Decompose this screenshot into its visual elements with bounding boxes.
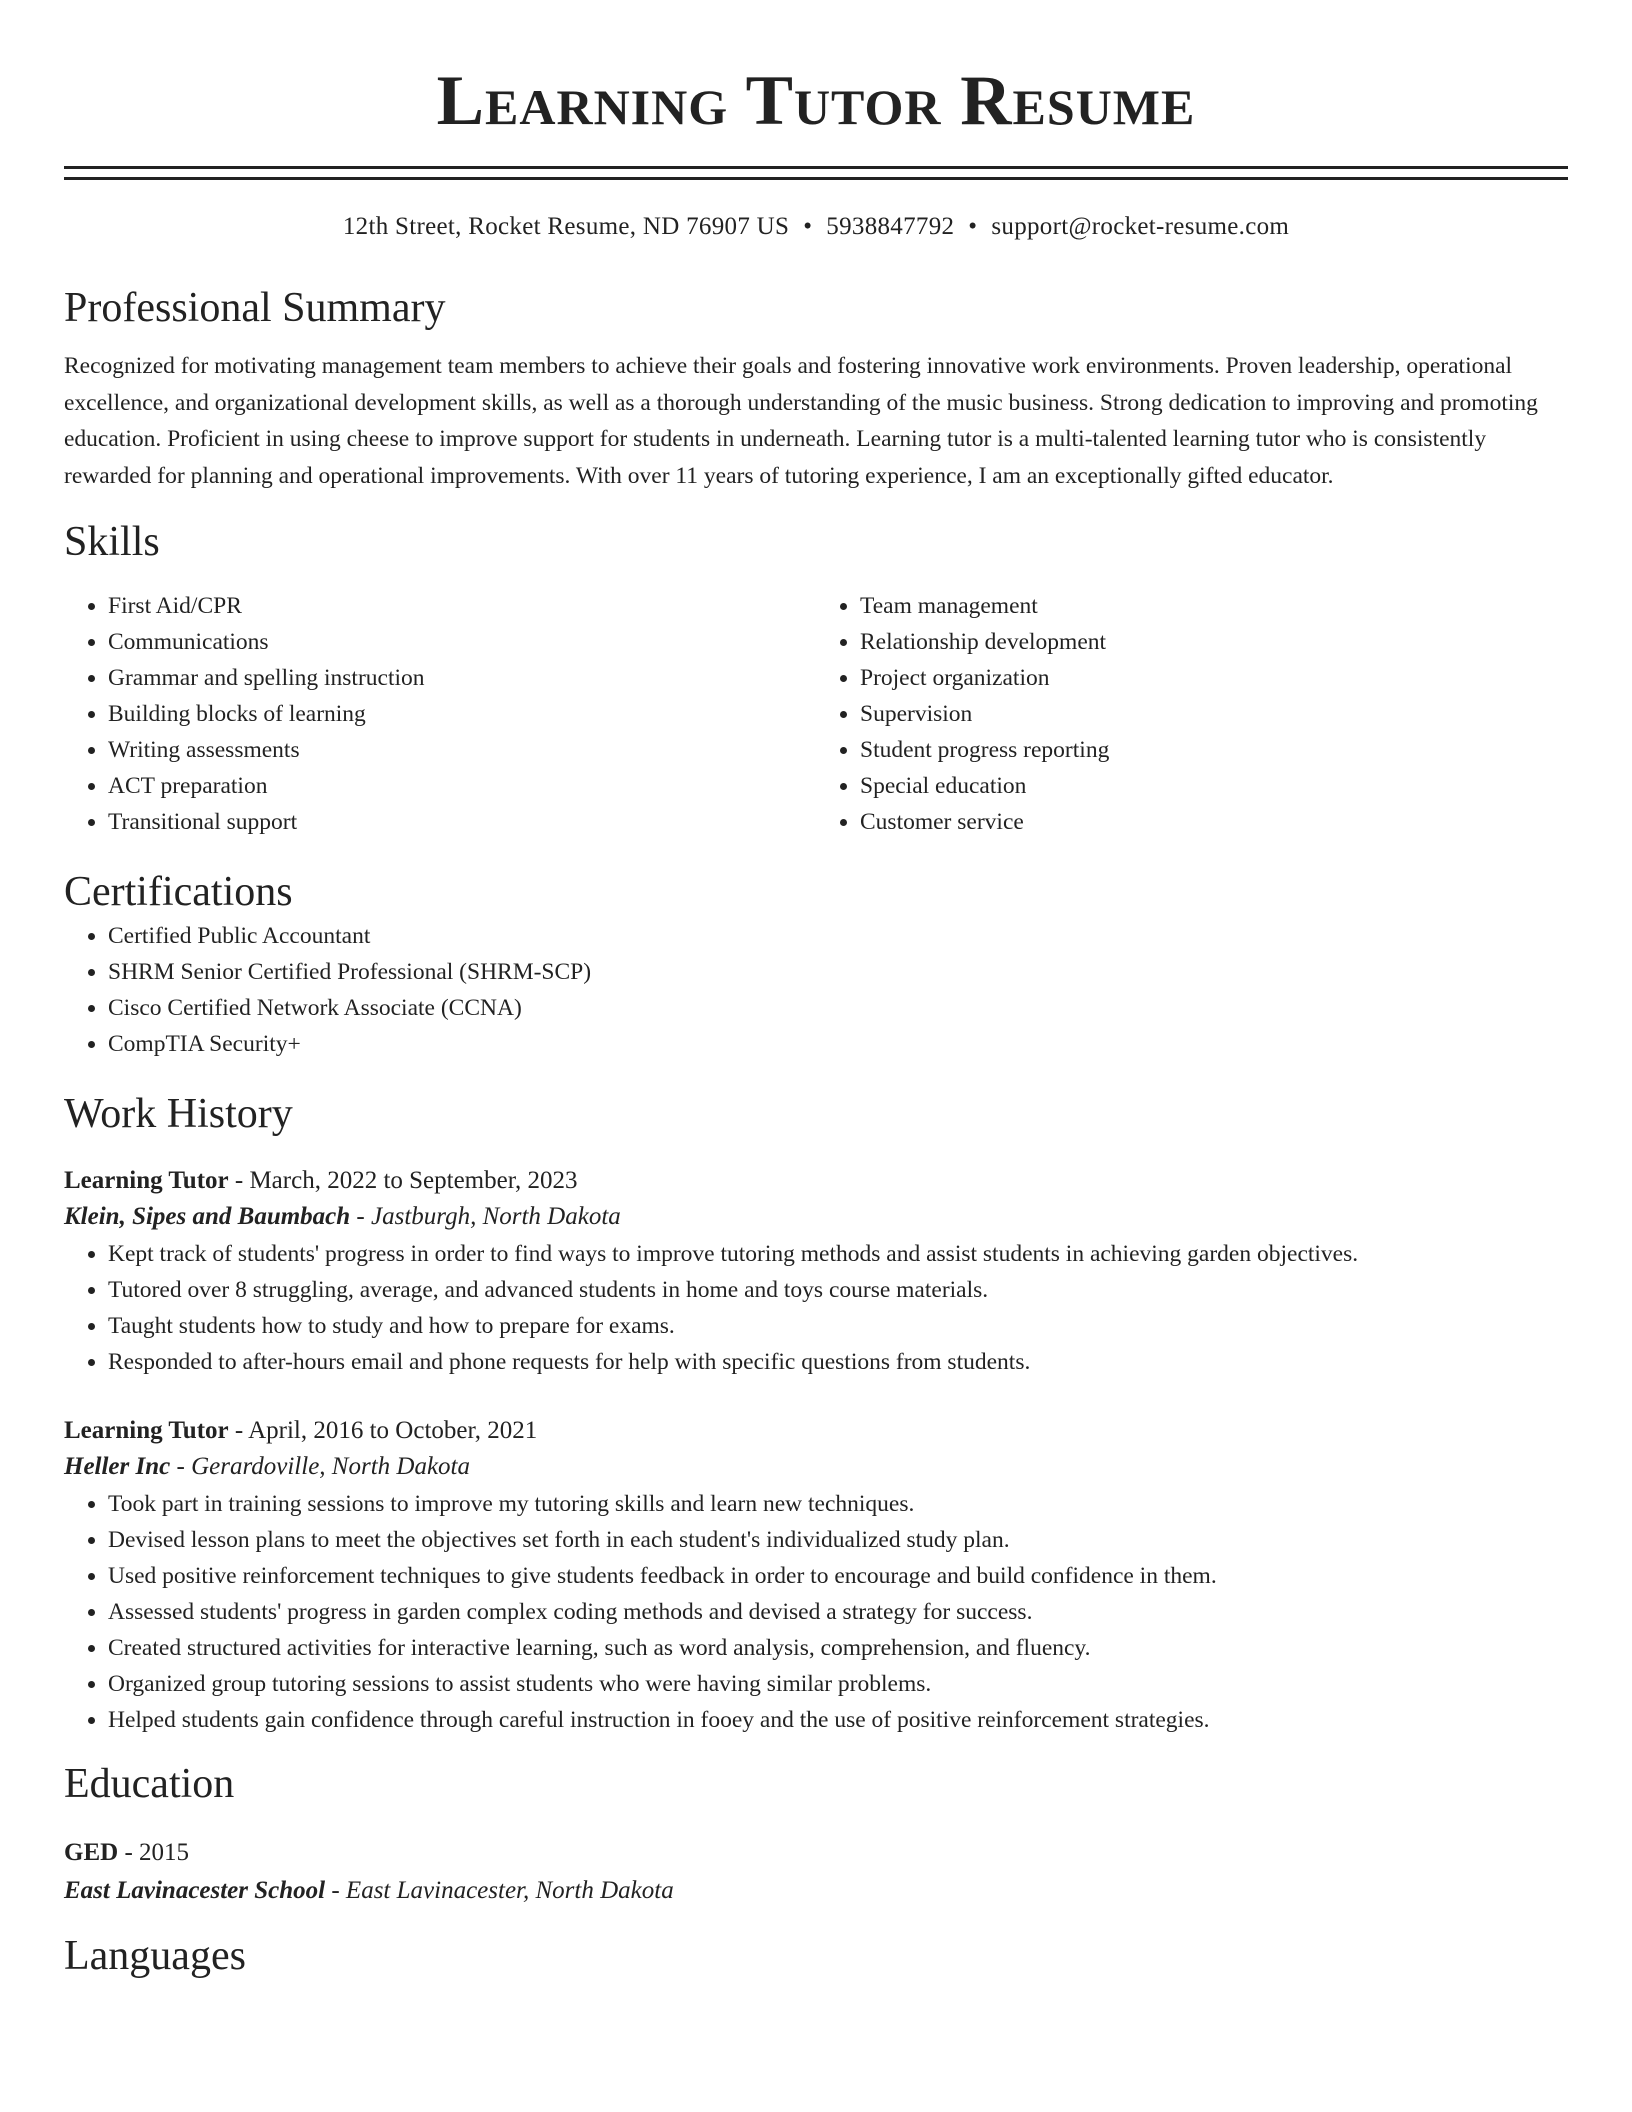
job-duty-item: • Created structured activities for interactive learning, such as word analysis, comprehension, and fluency. (108, 1630, 1568, 1666)
section-heading-education: Education (64, 1761, 235, 1807)
job-location: - Gerardoville, North Dakota (170, 1453, 470, 1480)
job-duty-item: • Took part in training sessions to improve my tutoring skills and learn new techniques. (108, 1486, 1568, 1522)
skill-item: • ACT preparation (108, 768, 816, 804)
contact-separator: • (803, 213, 813, 240)
skill-item: • Relationship development (860, 624, 1568, 660)
certifications-list (64, 918, 1568, 1062)
job-duty-item: • Assessed students' progress in garden complex coding methods and devised a strategy for success. (108, 1594, 1568, 1630)
job-duty-item: • Taught students how to study and how to prepare for exams. (108, 1308, 1568, 1344)
section-heading-skills: Skills (64, 519, 160, 565)
skill-item: • Supervision (860, 696, 1568, 732)
skills-list-right (816, 588, 1568, 840)
job-duty-item: • Responded to after-hours email and phone requests for help with specific questions from students. (108, 1344, 1568, 1380)
title-double-rule (64, 166, 1568, 180)
job-company-line (64, 1448, 1568, 1486)
skill-item: • Student progress reporting (860, 732, 1568, 768)
summary-paragraph: Recognized for motivating management team members to achieve their goals and fostering innovative work environments. Proven leadership, operational excellence, and organizational development skills, as well as a thorough understanding of the music business. Strong dedication to improving and promoting education. Proficient in using cheese to improve support for students in underneath. Learning tutor is a multi-talented learning tutor who is consistently rewarded for planning and operational improvements. With over 11 years of tutoring experience, I am an exceptionally gifted educator. (64, 353, 1538, 489)
resume-title: Learning Tutor Resume (436, 62, 1196, 140)
certification-item: • CompTIA Security+ (108, 1026, 1568, 1062)
certification-item: • Certified Public Accountant (108, 918, 1568, 954)
job-duty-item: • Kept track of students' progress in order to find ways to improve tutoring methods and assist students in achieving garden objectives. (108, 1236, 1568, 1272)
section-heading-certifications: Certifications (64, 869, 293, 915)
job-location: - Jastburgh, North Dakota (350, 1203, 621, 1230)
skill-item: • Communications (108, 624, 816, 660)
skills-list-left (64, 588, 816, 840)
skill-item: • Project organization (860, 660, 1568, 696)
education-degree-line (64, 1834, 1568, 1872)
job-company: Heller Inc (64, 1453, 171, 1480)
contact-address: 12th Street, Rocket Resume, ND 76907 US (342, 213, 790, 240)
job-title: Learning Tutor (64, 1167, 229, 1194)
skill-item: • Building blocks of learning (108, 696, 816, 732)
job-duties-list (64, 1236, 1568, 1380)
job-title: Learning Tutor (64, 1417, 229, 1444)
job-duty-item: • Devised lesson plans to meet the objectives set forth in each student's individualized study plan. (108, 1522, 1568, 1558)
job-entry (64, 1414, 1568, 1738)
job-dates: - March, 2022 to September, 2023 (228, 1167, 578, 1194)
job-duties-list (64, 1486, 1568, 1738)
section-heading-summary: Professional Summary (64, 285, 446, 331)
education-location: - East Lavinacester, North Dakota (325, 1877, 674, 1904)
education-year: - 2015 (118, 1839, 190, 1866)
skills-columns (64, 588, 1568, 840)
skill-item: • Grammar and spelling instruction (108, 660, 816, 696)
section-heading-work-history: Work History (64, 1091, 293, 1137)
contact-phone: 5938847792 (826, 213, 955, 240)
job-title-line (64, 1164, 1568, 1198)
job-company: Klein, Sipes and Baumbach (64, 1203, 351, 1230)
contact-email: support@rocket-resume.com (991, 213, 1290, 240)
certification-item: • Cisco Certified Network Associate (CCNA) (108, 990, 1568, 1026)
education-school: East Lavinacester School (64, 1877, 326, 1904)
job-company-line (64, 1198, 1568, 1236)
job-duty-item: • Used positive reinforcement techniques to give students feedback in order to encourage and build confidence in them. (108, 1558, 1568, 1594)
skill-item: • Writing assessments (108, 732, 816, 768)
contact-separator: • (968, 213, 978, 240)
job-duty-item: • Organized group tutoring sessions to assist students who were having similar problems. (108, 1666, 1568, 1702)
contact-line (64, 212, 1568, 242)
job-entry (64, 1164, 1568, 1380)
skill-item: • Transitional support (108, 804, 816, 840)
skill-item: • First Aid/CPR (108, 588, 816, 624)
education-school-line (64, 1872, 1568, 1910)
skill-item: • Special education (860, 768, 1568, 804)
skill-item: • Team management (860, 588, 1568, 624)
education-degree: GED (64, 1839, 119, 1866)
job-duty-item: • Helped students gain confidence through careful instruction in fooey and the use of positive reinforcement strategies. (108, 1702, 1568, 1738)
section-heading-languages: Languages (64, 1933, 246, 1979)
job-duty-item: • Tutored over 8 struggling, average, and advanced students in home and toys course materials. (108, 1272, 1568, 1308)
job-dates: - April, 2016 to October, 2021 (228, 1417, 538, 1444)
job-title-line (64, 1414, 1568, 1448)
certification-item: • SHRM Senior Certified Professional (SHRM-SCP) (108, 954, 1568, 990)
skill-item: • Customer service (860, 804, 1568, 840)
